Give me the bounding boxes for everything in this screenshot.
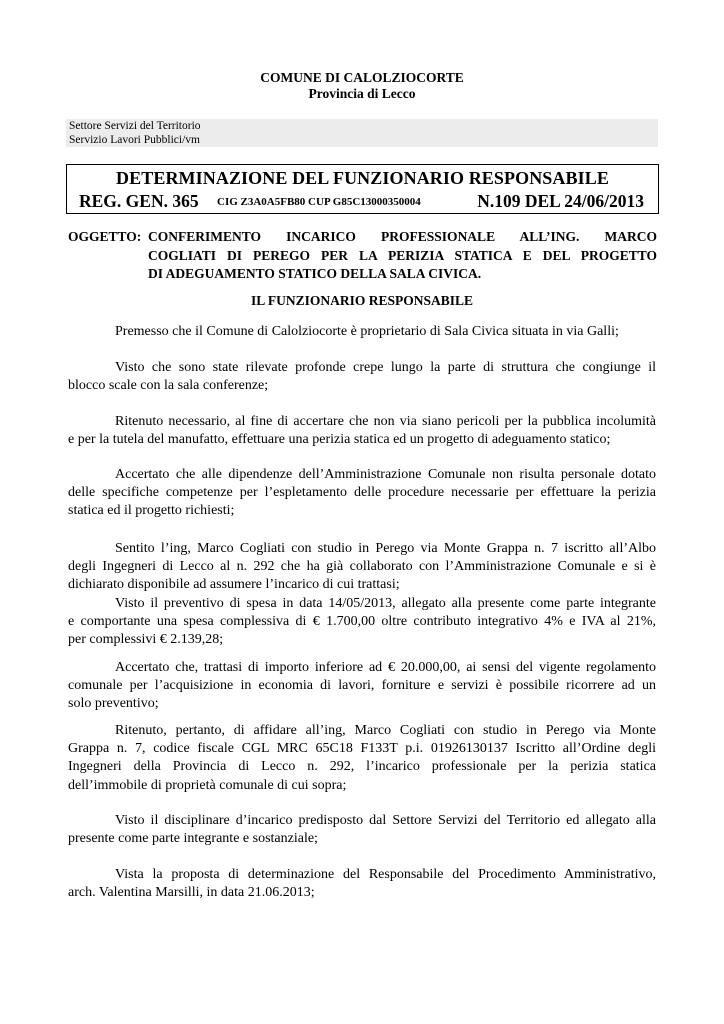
paragraph-line: arch. Valentina Marsilli, in data 21.06.2013; xyxy=(68,885,315,901)
funzionario-heading: IL FUNZIONARIO RESPONSABILE xyxy=(250,293,474,308)
paragraph-visto-crepe xyxy=(68,359,656,395)
paragraph-premesso xyxy=(68,323,656,341)
paragraph-line: per complessivi € 2.139,28; xyxy=(68,632,224,648)
paragraph-line: delle specifiche competenze per l’espletamento delle procedure necessarie per effettuare la perizia xyxy=(68,485,656,501)
oggetto-text xyxy=(148,228,657,284)
paragraph-line: dichiarato disponibile ad assumere l’incarico di cui trattasi; xyxy=(68,577,400,593)
paragraph-accertato-dipendenze xyxy=(68,466,656,521)
paragraph-preventivo xyxy=(68,595,656,650)
paragraph-line: Visto che sono state rilevate profonde crepe lungo la parte di struttura che congiunge il xyxy=(115,360,656,375)
paragraph-line: Ritenuto, pertanto, di affidare all’ing, Marco Cogliati con studio in Perego via Monte xyxy=(115,723,656,738)
paragraph-line: e per la tutela del manufatto, effettuare una perizia statica ed un progetto di adeguamento statico; xyxy=(68,432,611,448)
oggetto-line: CONFERIMENTO INCARICO PROFESSIONALE ALL’ING. MARCO xyxy=(148,229,657,244)
paragraph-affidare xyxy=(68,722,656,795)
paragraph-line: Ingegneri della Provincia di Lecco n. 292, l’incarico professionale per la perizia statica xyxy=(68,759,656,775)
paragraph-line: e comportante una spesa complessiva di € 1.700,00 oltre contributo integrativo 4% e IVA al 21%, xyxy=(68,614,656,630)
paragraph-sentito xyxy=(68,540,656,595)
paragraph-line: Grappa n. 7, codice fiscale CGL MRC 65C18 F133T p.i. 01926130137 Iscritto all’Ordine degli xyxy=(68,741,656,757)
office-box xyxy=(66,119,658,147)
determinazione-box xyxy=(66,164,659,214)
provincia-name: Provincia di Lecco xyxy=(308,86,416,101)
paragraph-proposta xyxy=(68,866,656,902)
paragraph-line: solo preventivo; xyxy=(68,696,159,712)
paragraph-line: presente come parte integrante e sostanziale; xyxy=(68,831,318,847)
paragraph-importo-inferiore xyxy=(68,659,656,714)
paragraph-disciplinare xyxy=(68,812,656,848)
paragraph-ritenuto-necessario xyxy=(68,413,656,449)
cig-cup-codes: CIG Z3A0A5FB80 CUP G85C13000350004 xyxy=(217,196,421,208)
comune-name: COMUNE DI CALOLZIOCORTE xyxy=(260,70,464,85)
oggetto-label: OGGETTO: xyxy=(68,229,142,244)
document-header xyxy=(0,70,724,102)
paragraph-line: blocco scale con la sala conferenze; xyxy=(68,378,269,394)
paragraph-line: degli Ingegneri di Lecco al n. 292 che ha già collaborato con l’Amministrazione Comunale e si è xyxy=(68,559,656,575)
paragraph-line: Ritenuto necessario, al fine di accertare che non via siano pericoli per la pubblica incolumità xyxy=(115,414,656,429)
determinazione-number-date: N.109 DEL 24/06/2013 xyxy=(477,191,644,211)
paragraph-line: comunale per l’acquisizione in economia di lavori, forniture e servizi è possibile ricorrere ad un xyxy=(68,678,656,694)
paragraph-line: Premesso che il Comune di Calolziocorte è proprietario di Sala Civica situata in via Galli; xyxy=(115,324,619,339)
paragraph-line: Visto il preventivo di spesa in data 14/05/2013, allegato alla presente come parte integrante xyxy=(115,596,656,611)
paragraph-line: Sentito l’ing, Marco Cogliati con studio in Perego via Monte Grappa n. 7 iscritto all’Albo xyxy=(115,541,656,556)
settore-label: Settore Servizi del Territorio xyxy=(69,120,201,132)
paragraph-line: dell’immobile di proprietà comunale di cui sopra; xyxy=(68,777,347,793)
oggetto-line: COGLIATI DI PEREGO PER LA PERIZIA STATICA E DEL PROGETTO xyxy=(148,247,657,263)
paragraph-line: Accertato che alle dipendenze dell’Amministrazione Comunale non risulta personale dotato xyxy=(115,467,656,482)
servizio-label: Servizio Lavori Pubblici/vm xyxy=(69,134,200,146)
paragraph-line: Vista la proposta di determinazione del Responsabile del Procedimento Amministrativo, xyxy=(115,867,656,882)
paragraph-line: statica ed il progetto richiesti; xyxy=(68,503,235,519)
determinazione-title: DETERMINAZIONE DEL FUNZIONARIO RESPONSABILE xyxy=(116,168,609,188)
oggetto-line: DI ADEGUAMENTO STATICO DELLA SALA CIVICA. xyxy=(148,266,482,281)
paragraph-line: Accertato che, trattasi di importo inferiore ad € 20.000,00, ai sensi del vigente regolamento xyxy=(115,660,656,675)
registro-generale: REG. GEN. 365 xyxy=(79,191,199,211)
paragraph-line: Visto il disciplinare d’incarico predisposto dal Settore Servizi del Territorio ed allegato alla xyxy=(115,813,656,828)
